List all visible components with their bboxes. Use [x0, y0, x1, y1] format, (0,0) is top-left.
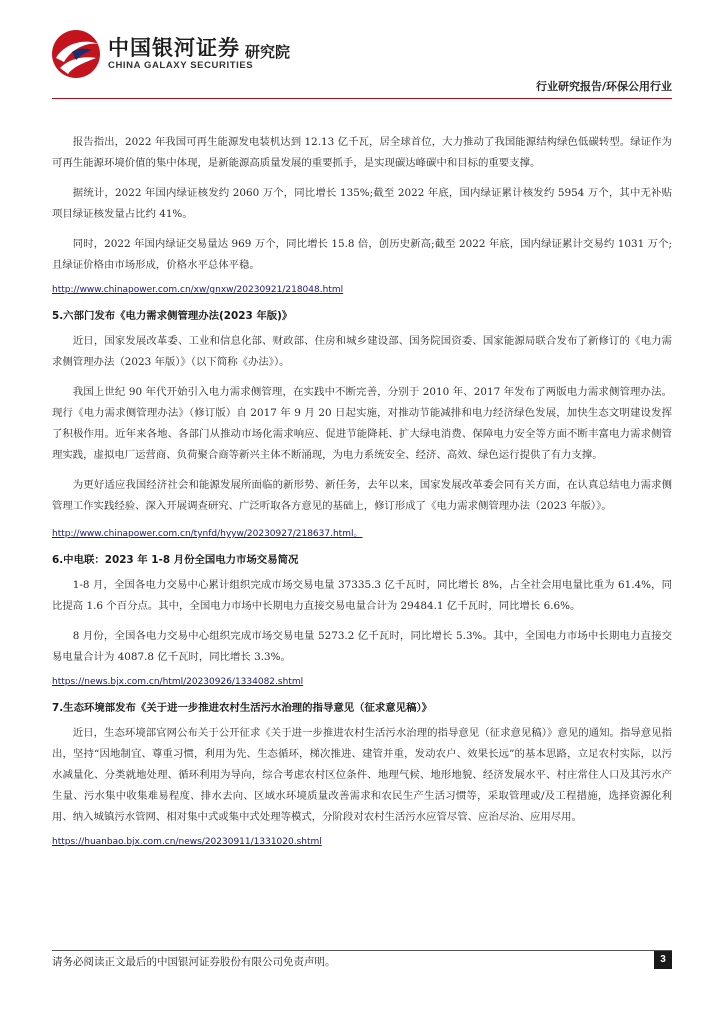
paragraph: 为更好适应我国经济社会和能源发展所面临的新形势、新任务，去年以来，国家发展改革委会同有关方面，在认真总结电力需求侧管理工作实践经验、深入开展调查研究、广泛听取各方意见的基础上，修订形成了《电力需求侧管理办法（2023 年版）》。: [52, 479, 672, 512]
brand-name-cn: 中国银河证券: [108, 36, 240, 60]
report-type: 行业研究报告/环保公用行业: [535, 80, 672, 93]
institute-name: 研究院: [245, 43, 291, 61]
paragraph: 近日，生态环境部官网公布关于公开征求《关于进一步推进农村生活污水治理的指导意见（征求意见稿）》意见的通知。指导意见指出，坚持“因地制宜、尊重习惯，利用为先、生态循环，梯次推进、建管并重，发动农户、效果长远”的基本思路，立足农村实际，以污水减量化、分类就地处理、循环利用为导向，综合考虑农村区位条件、地理气候、地形地貌、经济发展水平、村庄常住人口及其污水产生量、污水集中收集难易程度、排水去向、区域水环境质量改善需求和农民生产生活习惯等，采取管理或/及工程措施，选择资源化利用、纳入城镇污水管网、相对集中式或集中式处理等模式，分阶段对农村生活污水应管尽管、应治尽治、应用尽用。: [52, 727, 672, 823]
source-link[interactable]: https://huanbao.bjx.com.cn/news/20230911/1331020.shtml: [52, 837, 322, 847]
section-heading: 5.六部门发布《电力需求侧管理办法(2023 年版)》: [52, 310, 293, 322]
page-number: 3: [654, 951, 672, 969]
section-heading: 6.中电联：2023 年 1-8 月份全国电力市场交易简况: [52, 554, 299, 566]
disclaimer-note: 请务必阅读正文最后的中国银河证券股份有限公司免责声明。: [52, 956, 336, 968]
source-link[interactable]: https://news.bjx.com.cn/html/20230926/1334082.shtml: [52, 677, 304, 687]
paragraph: 近日，国家发展改革委、工业和信息化部、财政部、住房和城乡建设部、国务院国资委、国家能源局联合发布了新修订的《电力需求侧管理办法（2023 年版）》（以下简称《办法》）。: [52, 335, 672, 368]
header-divider: [52, 98, 672, 99]
paragraph: 1-8 月，全国各电力交易中心累计组织完成市场交易电量 37335.3 亿千瓦时，同比增长 8%，占全社会用电量比重为 61.4%，同比提高 1.6 个百分点。其中，全国电力市场中长期电力直接交易电量合计为 29484.1 亿千瓦时，同比增长 6.6%。: [52, 579, 672, 612]
brand-name-en: CHINA GALAXY SECURITIES: [108, 60, 254, 71]
galaxy-logo-icon: [50, 28, 102, 80]
source-link[interactable]: http://www.chinapower.com.cn/xw/gnxw/20230921/218048.html: [52, 285, 344, 295]
section-heading: 7.生态环境部发布《关于进一步推进农村生活污水治理的指导意见（征求意见稿）》: [52, 702, 433, 714]
source-link[interactable]: http://www.chinapower.com.cn/tynfd/hyyw/20230927/218637.html。: [52, 529, 363, 539]
footer-divider: [52, 950, 672, 951]
paragraph: 同时，2022 年国内绿证交易量达 969 万个，同比增长 15.8 倍，创历史新高;截至 2022 年底，国内绿证累计交易约 1031 万个;且绿证价格由市场形成，价格水平总体平稳。: [52, 238, 672, 271]
paragraph: 8 月份，全国各电力交易中心组织完成市场交易电量 5273.2 亿千瓦时，同比增长 5.3%。其中，全国电力市场中长期电力直接交易电量合计为 4087.8 亿千瓦时，同比增长 3.3%。: [52, 630, 672, 663]
paragraph: 我国上世纪 90 年代开始引入电力需求侧管理，在实践中不断完善，分别于 2010 年、2017 年发布了两版电力需求侧管理办法。现行《电力需求侧管理办法》（修订版）自 2017 年 9 月 20 日起实施，对推动节能减排和电力经济绿色发展，加快生态文明建设发挥了积极作用。近年来各地、各部门从推动市场化需求响应、促进节能降耗、扩大绿电消费、保障电力安全等方面不断丰富电力需求侧管理实践，虚拟电厂运营商、负荷聚合商等新兴主体不断涌现，为电力系统安全、经济、高效、绿色运行提供了有力支撑。: [52, 386, 672, 461]
main-content: [52, 132, 672, 859]
paragraph: 据统计，2022 年国内绿证核发约 2060 万个，同比增长 135%;截至 2022 年底，国内绿证累计核发约 5954 万个，其中无补贴项目绿证核发量占比约 41%。: [52, 187, 672, 220]
page-header: [0, 0, 724, 100]
paragraph: 报告指出，2022 年我国可再生能源发电装机达到 12.13 亿千瓦，居全球首位，大力推动了我国能源结构绿色低碳转型。绿证作为可再生能源环境价值的集中体现，是新能源高质量发展的重要抓手，是实现碳达峰碳中和目标的重要支撑。: [52, 136, 672, 169]
